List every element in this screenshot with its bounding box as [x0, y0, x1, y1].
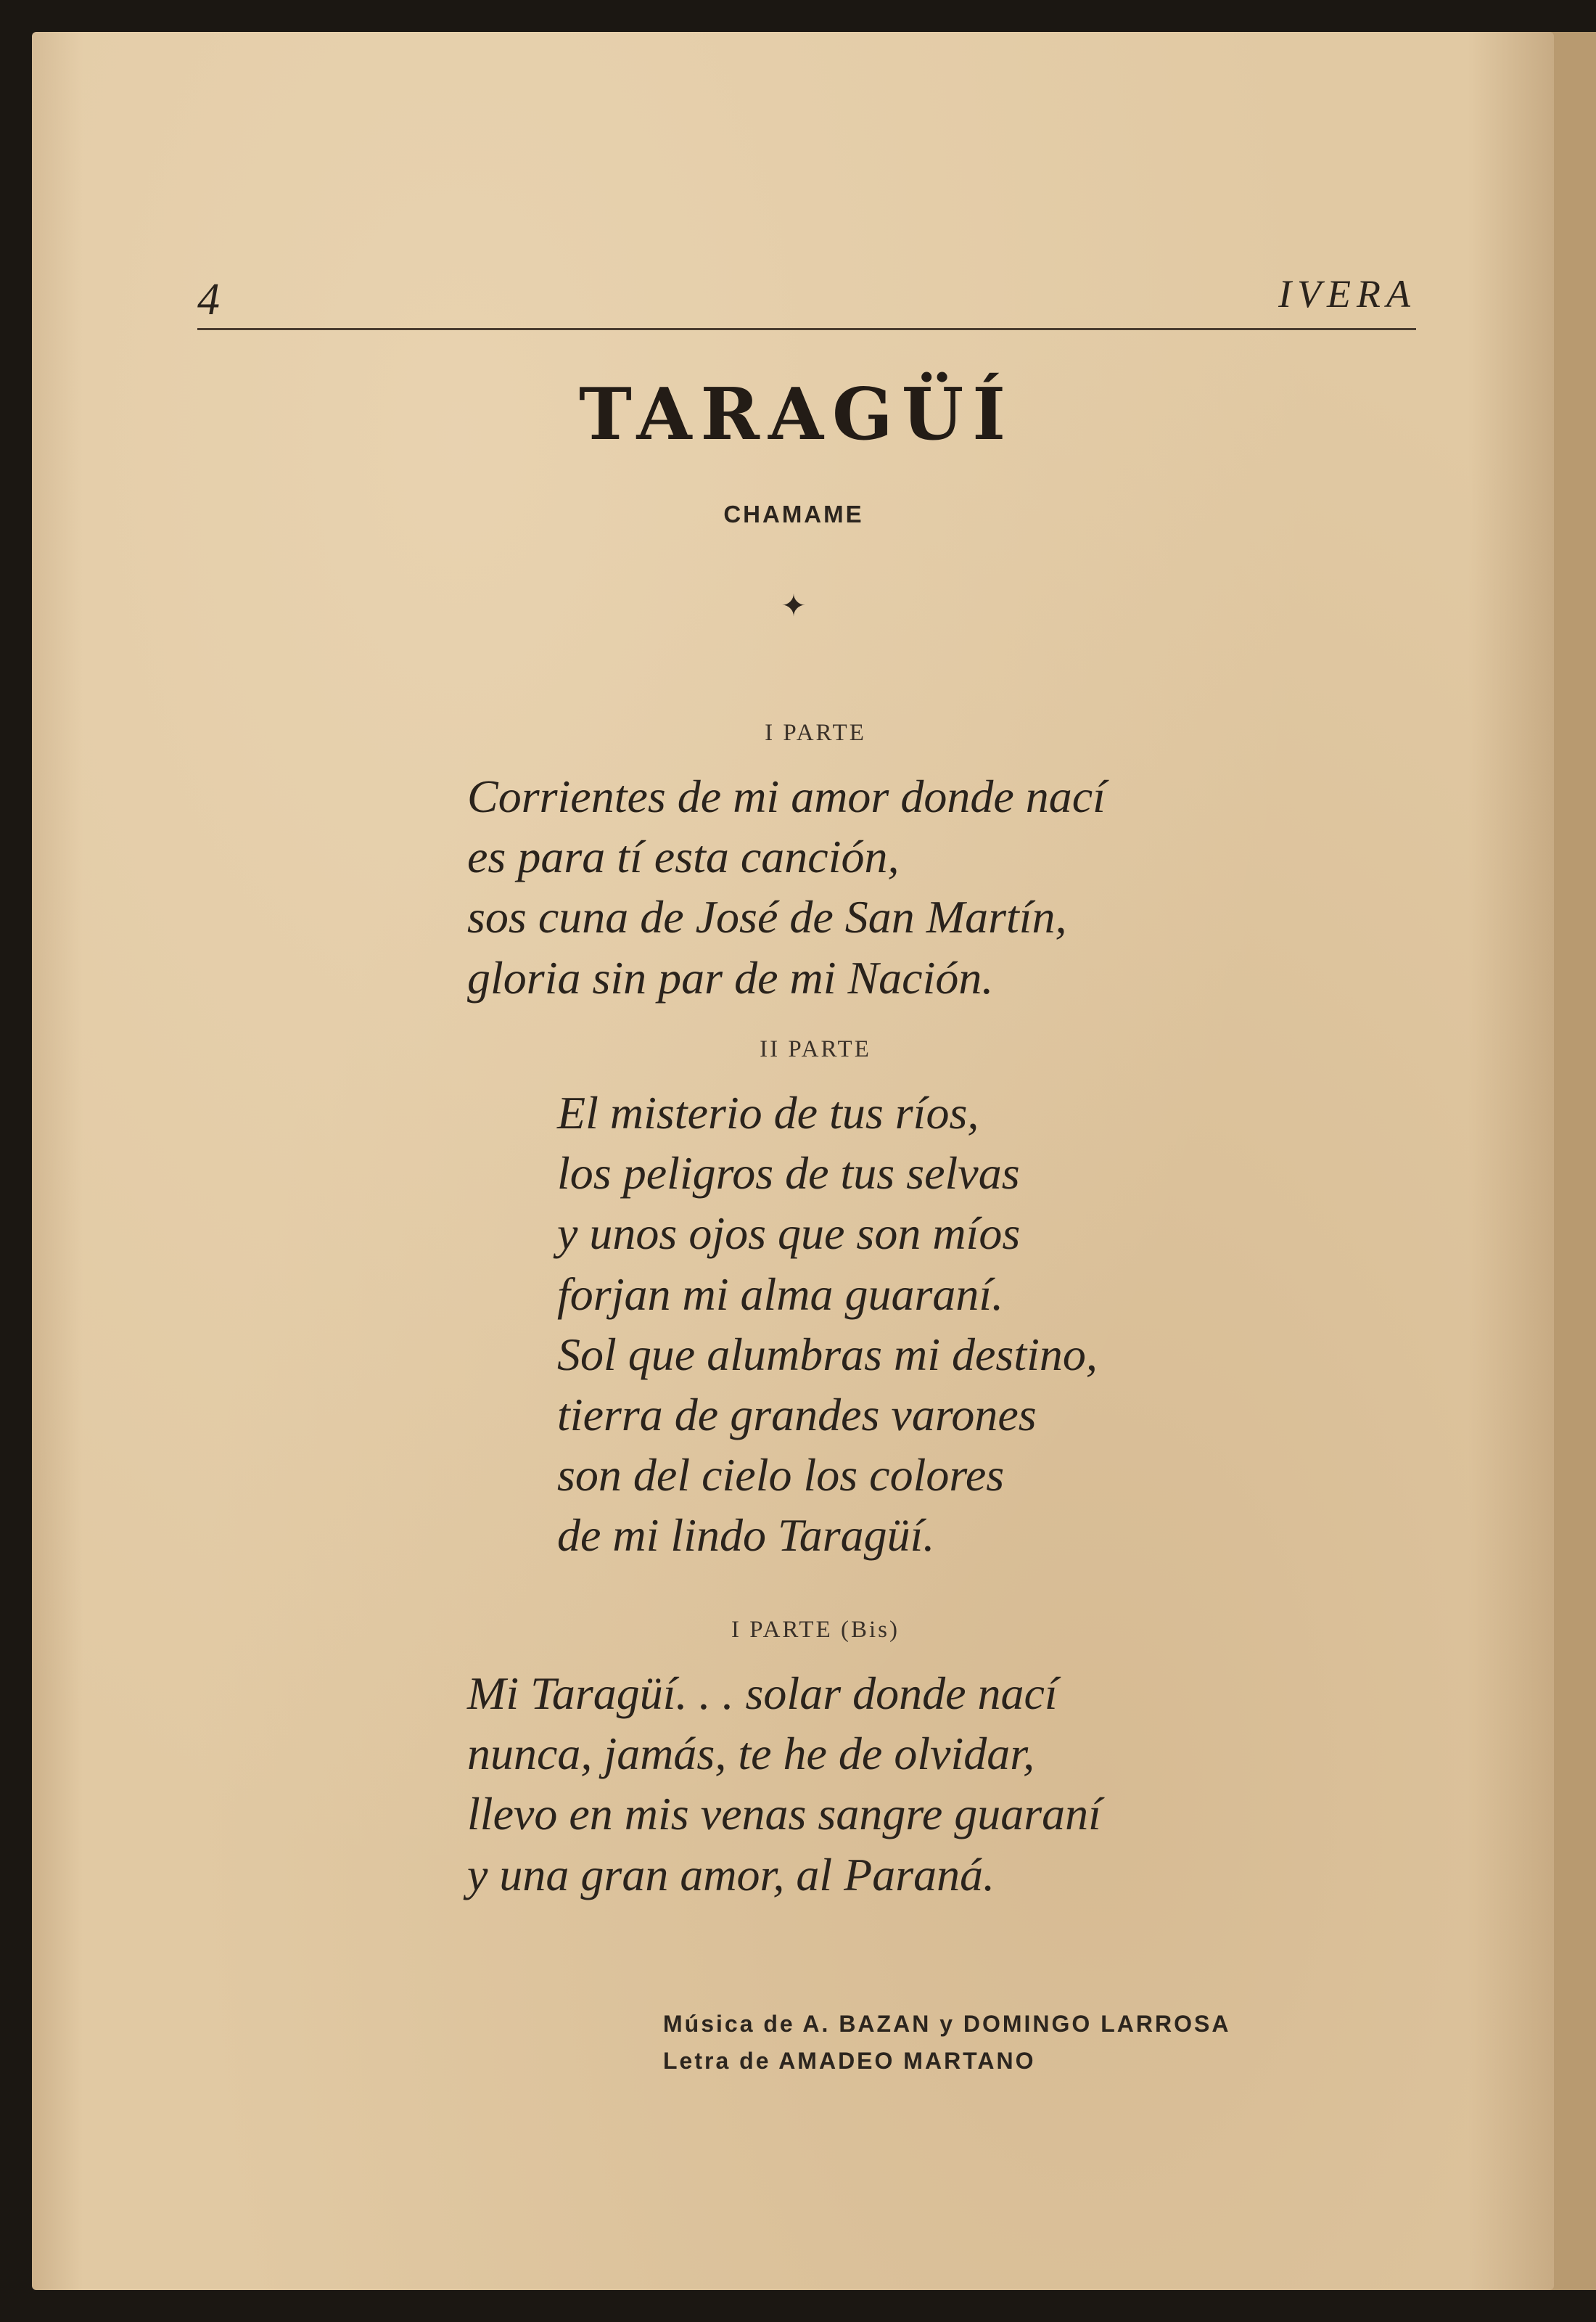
- verse-line: tierra de grandes varones: [557, 1388, 1037, 1440]
- song-title: TARAGÜÍ: [578, 373, 1015, 456]
- verse-line: es para tí esta canción,: [467, 831, 900, 883]
- verse-line: forjan mi alma guaraní.: [557, 1268, 1004, 1320]
- verse-line: Corrientes de mi amor donde nací: [467, 771, 1106, 822]
- verse-line: gloria sin par de mi Nación.: [467, 951, 994, 1004]
- part-label-2: II PARTE: [760, 1036, 871, 1062]
- header-rule: [197, 328, 1416, 330]
- verse-line: El misterio de tus ríos,: [557, 1087, 979, 1139]
- verse-line: de mi lindo Taragüí.: [557, 1509, 935, 1562]
- verse-line: los peligros de tus selvas: [557, 1147, 1020, 1199]
- verse-line: y una gran amor, al Paraná.: [467, 1848, 995, 1900]
- stanza-1: [467, 766, 1106, 1008]
- lyrics-credit: Letra de AMADEO MARTANO: [663, 2048, 1036, 2075]
- verse-line: son del cielo los colores: [557, 1449, 1005, 1501]
- running-title: IVERA: [1278, 272, 1416, 316]
- ornament-icon: ✦: [781, 590, 807, 623]
- verse-line: y unos ojos que son míos: [557, 1207, 1021, 1260]
- song-genre: CHAMAME: [723, 501, 864, 528]
- verse-line: Sol que alumbras mi destino,: [557, 1328, 1098, 1380]
- part-label-1: I PARTE: [765, 720, 866, 746]
- credits: [663, 2006, 1230, 2080]
- verse-line: llevo en mis venas sangre guaraní: [467, 1788, 1101, 1840]
- music-credit: Música de A. BAZAN y DOMINGO LARROSA: [663, 2011, 1231, 2037]
- verse-line: nunca, jamás, te he de olvidar,: [467, 1728, 1035, 1780]
- stanza-3: [467, 1663, 1101, 1905]
- stanza-2: [557, 1083, 1098, 1566]
- book-page: [32, 32, 1554, 2290]
- verse-line: Mi Taragüí. . . solar donde nací: [467, 1667, 1058, 1719]
- part-label-3: I PARTE (Bis): [731, 1617, 900, 1643]
- page-number: 4: [197, 275, 220, 324]
- verse-line: sos cuna de José de San Martín,: [467, 891, 1067, 943]
